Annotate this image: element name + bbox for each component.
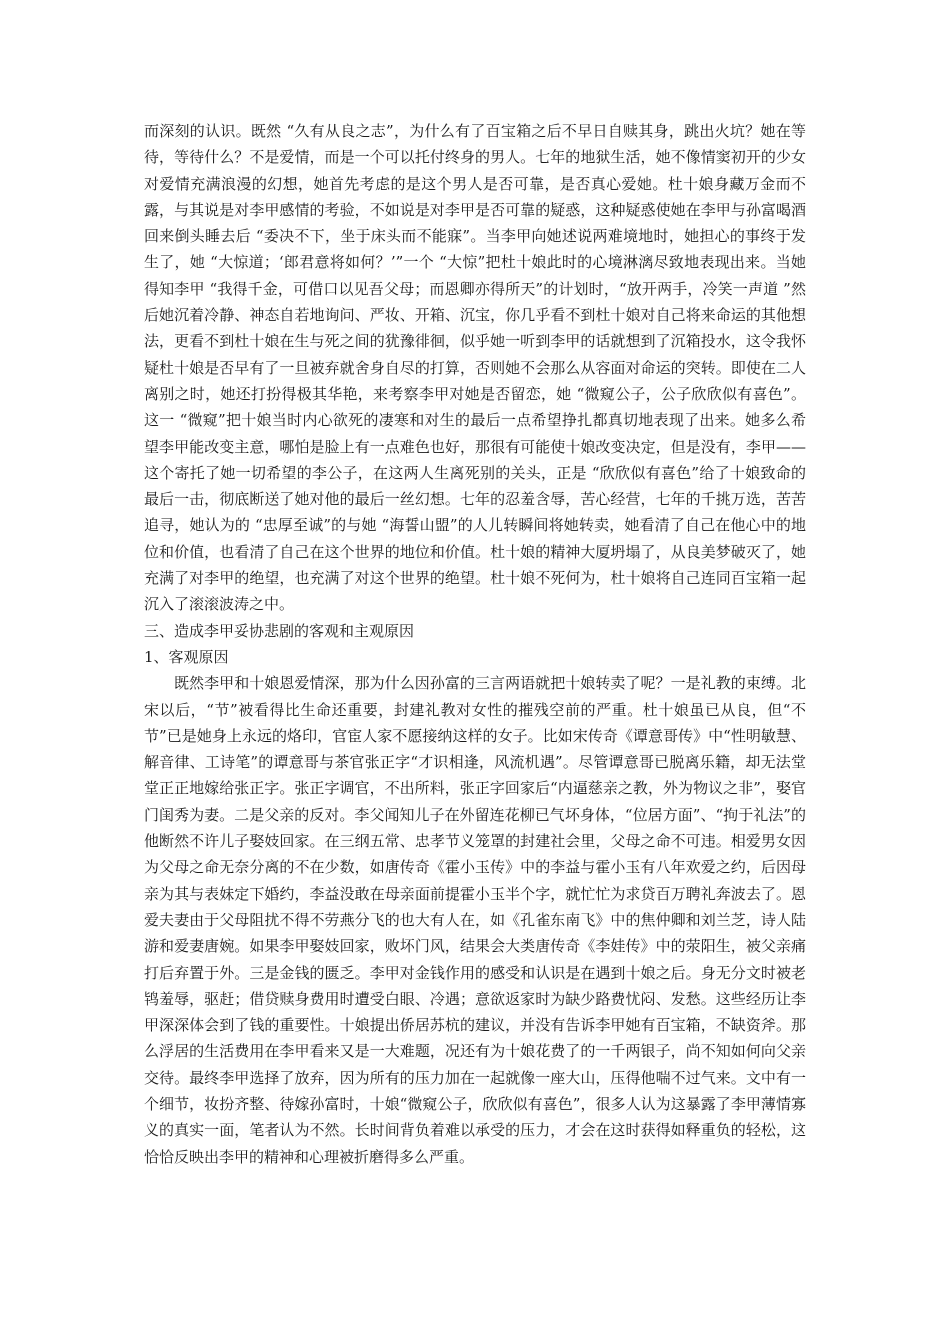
body-paragraph-2: 既然李甲和十娘恩爱情深，那为什么因孙富的三言两语就把十娘转卖了呢？一是礼教的束缚。北宋以后，“节”被看得比生命还重要，封建礼教对女性的摧残空前的严重。杜十娘虽已从良，但“不节”已是她身上永远的烙印，官宦人家不愿接纳这样的女子。比如宋传奇《谭意哥传》中“性明敏慧、解音律、工诗笔”的谭意哥与茶官张正字“才识相逢，风流机遇”。尽管谭意哥已脱离乐籍，却无法堂堂正正地嫁给张正字。张正字调官，不出所料，张正字回家后“内逼慈亲之教，外为物议之非”，娶官门闺秀为妻。二是父亲的反对。李父闻知儿子在外留连花柳已气坏身体，“位居方面”、“拘于礼法”的他断然不许儿子娶妓回家。在三纲五常、忠孝节义笼罩的封建社会里，父母之命不可违。相爱男女因为父母之命无奈分离的不在少数，如唐传奇《霍小玉传》中的李益与霍小玉有八年欢爱之约，后因母亲为其与表妹定下婚约，李益没敢在母亲面前提霍小玉半个字，就忙忙为求贷百万聘礼奔波去了。恩爱夫妻由于父母阻扰不得不劳燕分飞的也大有人在，如《孔雀东南飞》中的焦仲卿和刘兰芝，诗人陆游和爱妻唐婉。如果李甲娶妓回家，败坏门风，结果会大类唐传奇《李娃传》中的荥阳生，被父亲痛打后弃置于外。三是金钱的匮乏。李甲对金钱作用的感受和认识是在遇到十娘之后。身无分文时被老鸨羞辱，驱赶；借贷赎身费用时遭受白眼、冷遇；意欲返家时为缺少路费忧闷、发愁。这些经历让李甲深深体会到了钱的重要性。十娘提出侨居苏杭的建议，并没有告诉李甲她有百宝箱，不缺资斧。那么浮居的生活费用在李甲看来又是一大难题，况还有为十娘花费了的一千两银子，尚不知如何向父亲交待。最终李甲选择了放弃，因为所有的压力加在一起就像一座大山，压得他喘不过气来。文中有一个细节，妆扮齐整、待嫁孙富时，十娘“微窥公子，欣欣似有喜色”，很多人认为这暴露了李甲薄情寡义的真实一面，笔者认为不然。长时间背负着难以承受的压力，才会在这时获得如释重负的轻松，这恰恰反映出李甲的精神和心理被折磨得多么严重。: [144, 674, 806, 1166]
subsection-heading: 1、客观原因: [144, 647, 229, 666]
body-paragraph-1: 而深刻的认识。既然 “久有从良之志”，为什么有了百宝箱之后不早日自赎其身，跳出火坑？她在等待，等待什么？不是爱情，而是一个可以托付终身的男人。七年的地狱生活，她不像情窦初开的少女对爱情充满浪漫的幻想，她首先考虑的是这个男人是否可靠，是否真心爱她。杜十娘身藏万金而不露，与其说是对李甲感情的考验，不如说是对李甲是否可靠的疑惑，这种疑惑使她在李甲与孙富喝酒回来倒头睡去后 “委决不下，坐于床头而不能寐”。当李甲向她述说两难境地时，她担心的事终于发生了，她 “大惊道；‘郎君意将如何？’”一个 “大惊”把杜十娘此时的心境淋漓尽致地表现出来。当她得知李甲 “我得千金，可借口以见吾父母；而恩卿亦得所天”的计划时，“放开两手，冷笑一声道 ”然后她沉着冷静、神态自若地询问、严妆、开箱、沉宝，你几乎看不到杜十娘对自己将来命运的其他想法，更看不到杜十娘在生与死之间的犹豫徘徊，似乎她一听到李甲的话就想到了沉箱投水，这令我怀疑杜十娘是否早有了一旦被弃就舍身自尽的打算，否则她不会那么从容面对命运的突转。即使在二人离别之时，她还打扮得极其华艳，来考察李甲对她是否留恋，她 “微窥公子，公子欣欣似有喜色”。这一 “微窥”把十娘当时内心欲死的凄寒和对生的最后一点希望挣扎都真切地表现了出来。她多么希望李甲能改变主意，哪怕是脸上有一点难色也好，那很有可能使十娘改变决定，但是没有，李甲—— 这个寄托了她一切希望的李公子，在这两人生离死别的关头，正是 “欣欣似有喜色”给了十娘致命的最后一击，彻底断送了她对他的最后一丝幻想。七年的忍羞含辱，苦心经营，七年的千挑万选，苦苦追寻，她认为的 “忠厚至诚”的与她 “海誓山盟”的人儿转瞬间将她转卖，她看清了自己在他心中的地位和价值，也看清了自己在这个世界的地位和价值。杜十娘的精神大厦坍塌了，从良美梦破灭了，她充满了对李甲的绝望，也充满了对这个世界的绝望。杜十娘不死何为，杜十娘将自己连同百宝箱一起沉入了滚滚波涛之中。: [144, 122, 806, 614]
section-heading: 三、造成李甲妥协悲剧的客观和主观原因: [144, 621, 415, 640]
document-body: [144, 118, 806, 1170]
